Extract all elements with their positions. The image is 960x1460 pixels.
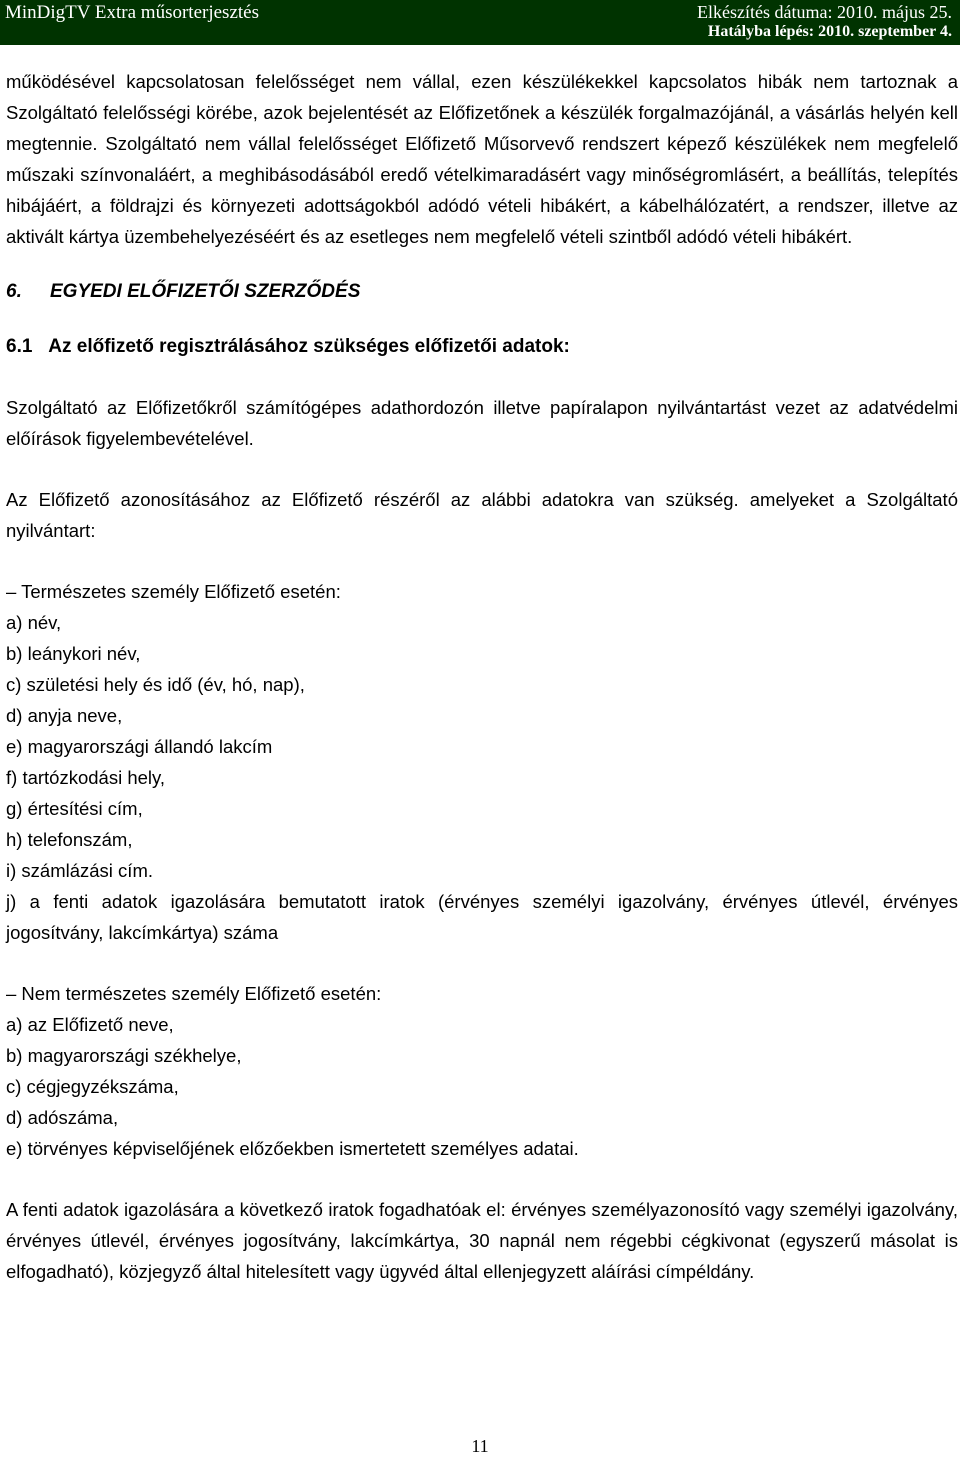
list-item: h) telefonszám,: [6, 829, 133, 850]
legal-person-heading: – Nem természetes személy Előfizető esetén:: [6, 983, 382, 1004]
list-item: g) értesítési cím,: [6, 798, 143, 819]
section-title: EGYEDI ELŐFIZETŐI SZERZŐDÉS: [50, 281, 361, 302]
list-item: j) a fenti adatok igazolására bemutatott iratok (érvényes személyi igazolvány, érvényes útlevél, érvényes jogosítvány, lakcímkártya) száma: [6, 891, 958, 943]
list-item: c) születési hely és idő (év, hó, nap),: [6, 674, 305, 695]
header-creation-date: Elkészítés dátuma: 2010. május 25.: [697, 2, 952, 22]
header-effective-date: Hatályba lépés: 2010. szeptember 4.: [707, 23, 952, 40]
page-number: 11: [471, 1436, 489, 1456]
list-item: d) anyja neve,: [6, 705, 123, 726]
list-item: d) adószáma,: [6, 1107, 119, 1128]
document-body: [6, 66, 958, 1287]
legal-person-list: [6, 1009, 958, 1164]
subsection-heading: [6, 331, 958, 362]
list-item: a) az Előfizető neve,: [6, 1014, 174, 1035]
list-item: a) név,: [6, 612, 62, 633]
records-paragraph: Szolgáltató az Előfizetőkről számítógépes adathordozón illetve papíralapon nyilvántartást vezet az adatvédelmi előírások figyelembevételével.: [6, 397, 958, 449]
list-item: f) tartózkodási hely,: [6, 767, 166, 788]
header-dates: [697, 2, 952, 42]
list-item: i) számlázási cím.: [6, 860, 153, 881]
list-item: b) magyarországi székhelye,: [6, 1045, 242, 1066]
intro-paragraph: működésével kapcsolatosan felelősséget nem vállal, ezen készülékekkel kapcsolatos hibák nem tartoznak a Szolgáltató felelősségi körébe, azok bejelentését az Előfizetőnek a készülék forgalmazójánál, a vásárlás helyén kell megtennie. Szolgáltató nem vállal felelősséget Előfizető Műsorvevő rendszert képező készülékek nem megfelelő műszaki színvonaláért, a meghibásodásából eredő vételkimaradásért vagy minőségromlásért, a beállítás, telepítés hibájáért, a földrajzi és környezeti adottságokból adódó vételi hibákért, a kábelhálózatért, a rendszer, illetve az aktivált kártya üzembehelyezéséért és az esetleges nem megfelelő vételi szintből adódó vételi hibákért.: [6, 71, 958, 247]
list-item: e) magyarországi állandó lakcím: [6, 736, 273, 757]
page-header: [0, 0, 960, 45]
list-item: c) cégjegyzékszáma,: [6, 1076, 179, 1097]
subsection-number: 6.1: [6, 336, 33, 357]
list-item: b) leánykori név,: [6, 643, 141, 664]
natural-person-heading: – Természetes személy Előfizető esetén:: [6, 581, 341, 602]
natural-person-list: [6, 607, 958, 948]
legal-person-block: [6, 978, 958, 1164]
natural-person-block: [6, 576, 958, 948]
identification-paragraph: Az Előfizető azonosításához az Előfizető részéről az alábbi adatokra van szükség. amelyeket a Szolgáltató nyilvántart:: [6, 489, 958, 541]
header-document-title: MinDigTV Extra műsorterjesztés: [5, 2, 259, 23]
subsection-title: Az előfizető regisztrálásához szükséges előfizetői adatok:: [48, 336, 570, 357]
section-number: 6.: [6, 281, 22, 302]
list-item: e) törvényes képviselőjének előzőekben ismertetett személyes adatai.: [6, 1138, 579, 1159]
section-heading: [6, 276, 958, 307]
documents-paragraph: A fenti adatok igazolására a következő iratok fogadhatóak el: érvényes személyazonosító vagy személyi igazolvány, érvényes útlevél, érvényes jogosítvány, lakcímkártya, 30 napnál nem régebbi cégkivonat (egyszerű másolat is elfogadható), közjegyző által hitelesített vagy ügyvéd által ellenjegyzett aláírási címpéldány.: [6, 1199, 958, 1282]
